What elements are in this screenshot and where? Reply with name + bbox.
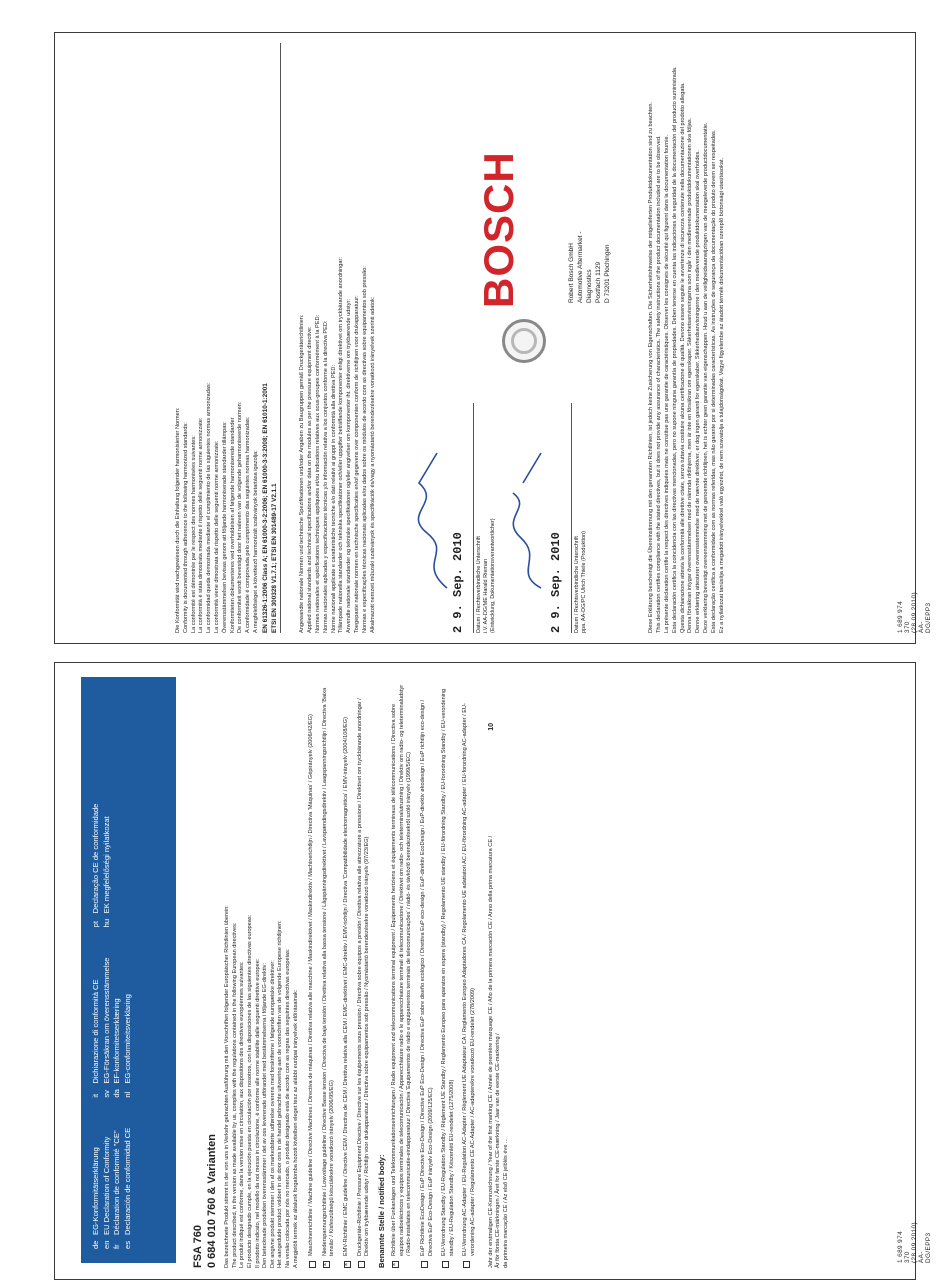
page-1-content [187, 683, 807, 1268]
title-entry [123, 957, 134, 1097]
directive-text: EMV-Richtlinie / EMC guideline / Directive CEM / Directiva de CEM / Direttiva relativa alla CEM / EMC-direktivet / EMC-direktiv / EMV-richtlijn / Directiva 'Compatibilidade electromagnética' / EMV-irányelv (2004/108/EG) [342, 717, 349, 1256]
applied-standards-line: Toegepaste nationale normen en technische specificaties en/of gegevens over componenten conform de richtlijnen voor drukapparatuur: [353, 295, 360, 633]
language-code: sv [101, 1090, 111, 1098]
empty-box-icon [442, 1261, 449, 1268]
standards-intro-line: Conformity is documented through adherence to the following harmonized standards: [182, 422, 189, 633]
title-text: EG-Försäkran om överensstämmelse [101, 957, 111, 1084]
title-text: Dichiarazione di conformità CE [91, 979, 100, 1084]
applied-standards-line: Angewandte nationale Normen und technische Spezifikationen und/oder Angaben zu Baugruppen gemäß Druckgeräterichtlinien: [299, 314, 306, 633]
language-code: de [91, 1240, 100, 1249]
applied-standards-line: Normas e especificações técnicas nacionais aplicadas e/ou dados sobre os módulos de acordo com as directivas sobre equipamentos sob pressão: [361, 266, 368, 633]
directives-intro-line: A megjelölt termék az általunk forgalomba hozott kivitelben eleget tesz az alábbi európai irányelvek előírásainak: [292, 989, 299, 1268]
disclaimer-line: Denne erklæring attesterer overensstemmelse med de nævnte direktiver, er dog ingen garanti for egenskaber. Sikkerhedsanvisningerne i den medleverede produktdokumentation skal overholdes. [695, 150, 702, 633]
title-column-2 [91, 957, 133, 1097]
title-entry [102, 957, 113, 1097]
standards-intro-line: Överensstämmelsen bevisas genom att följande harmoniserade standarder tillämpas: [221, 421, 228, 633]
disclaimer-line: Questa dichiarazione attesta la conformità alle direttive citate, senza tuttavia costituire alcuna certificazione di qualità. Devono essere seguite le avvertenze di sicurezza contenute nella documentazione del prodotto allegata. [679, 82, 686, 633]
document-code: 1 689 974 370 (28.09.2010) AA-DG/EPP3 [897, 1221, 932, 1263]
applied-standards-line: Normes nationales et spécifications techniques appliquées et/ou indications relatives aux sous-groupes conformément à la PED: [314, 314, 321, 633]
directives-intro-line: Na versão colocada por nós no mercado, o produto designado está de acordo com as regras das seguintes directivas europeias: [284, 948, 291, 1268]
standards-intro-line: La conformità viene dimostrata dal rispetto delle seguenti norme armonizzate: [213, 440, 220, 633]
empty-box-icon [463, 1261, 470, 1268]
title-text: Declaração CE de conformidade [91, 803, 100, 914]
title-entry [102, 804, 113, 928]
standards-intro-line: A conformidade é comprovada pelo cumprimento das seguintes normas harmonizadas: [245, 416, 252, 633]
directive-item [462, 683, 477, 1268]
title-entry [112, 1128, 123, 1249]
directive-text: EuP Richtlinie EcoDesign / EuP Directive Eco-Design / Directive EuP Eco-Design / Directiva EuP sobre diseño ecológico / Direttiva EuP eco-design / EuP-direktiv EcoDesign / EuP-direktiv økodesign / EuP richtlijn eco-design / Directiva EuP Eco-Design / EuP irányelv Eco-Design (2009/125/EC) [420, 699, 434, 1256]
standards-intro-line: A megfelelőséget a következő harmonizált szabványok betartása igazolja: [252, 450, 259, 633]
address-line: Robert Bosch GmbH [568, 243, 576, 303]
ce-year-line: År för första CE-märkningen / Året for første CE-mærkning / Jaar van de eerste CE-markering / [495, 1033, 502, 1268]
title-band-text [81, 677, 176, 1263]
disclaimer-line: Diese Erklärung bescheinigt die Übereinstimmung mit den genannten Richtlinien, ist jedoch keine Zusicherung von Eigenschaften. Die Sicherheitshinweise der mitgelieferten Produktdokumentation sind zu beachten. [648, 101, 655, 633]
standards-intro-line: Die Konformität wird nachgewiesen durch die Einhaltung folgender harmonisierter Normen: [175, 407, 181, 633]
ce-year-line: da primeira marcação CE / Az első CE jelölés éve ... [502, 1138, 509, 1268]
disclaimer-line: Ez a nyilatkozat tanúsítja a megadott irányelvekkel való egyezést, de nem szavatolja a tulajdonságokat. Vegye figyelembe az átadott termék dokumentációban szereplő biztonsági utasításokat. [718, 157, 725, 633]
notified-body-label: Benannte Stelle / notified body: [376, 1154, 386, 1268]
title-entry [91, 1128, 102, 1249]
signature-block [407, 43, 642, 633]
directive-item [391, 683, 414, 1268]
disclaimer-line: Esta declaración certifica la coincidencia con las directivas mencionadas, pero no supone ninguna garantía de propiedades. Deben tenerse en cuenta las indicaciones de seguridad de la documentación del producto suministrada. [671, 66, 678, 633]
directives-intro [224, 683, 300, 1268]
page-2-content [175, 43, 875, 633]
directives-intro-line: The product described, in the version as made available by us, complies with the regulations contained in the following European directives: [231, 922, 238, 1268]
applied-standards [299, 43, 377, 633]
directive-text: Druckgeräte-Richtlinie / Pressure Equipment Directive / Directive sur les équipements sous pression / Directiva sobre equipos a presión / Direttiva relativa alle attrezzature a pressione / Direktivet om tryckbärande anordningar / Direktiv om trykbærende udstyr / Richtlijn voor drukapparatuur / Directiva sobre equipamentos sob pressão / Nyomástartó berendezésekre vonatkozó irányelv (97/23/EG) [356, 698, 371, 1256]
directive-text: Richtlinie über Funkanlagen und Telekommunikationseinrichtungen / Radio equipment and telecommunications terminal equipment / Equipements hertziens et équipements terminaux de télécommunications / Directiva sobre equipos radioeléctricos y equipos terminales de telecomunicación / Apparecchiature radio e le apparecchiature terminali di telecomunicazione / Direktivet om radio- och teleterminalutrustning / Direktiv om radio- og teleterminaludstyr / Radio-installaties en telecommunicatie-eindapparatuur / Directiva 'Equipamentos de rádio e equipamentos terminais de telecomunicações' / rádió- és távközlő berendezésekről szóló irányelv (1999/5/EC) [391, 684, 413, 1256]
title-column-3 [91, 804, 112, 928]
standards-line-2: ETSI EN 300328 V1.7.1; ETSI EN 301489-17 V2.1.1 [271, 43, 282, 633]
standards-intro-line: La conformité est démontrée par le respect des normes harmonisées suivantes: [190, 435, 197, 633]
title-entry [112, 957, 123, 1097]
signature-1 [407, 443, 457, 593]
checked-box-icon: × [392, 1262, 399, 1267]
title-text: EU Declaration of Conformity [101, 1136, 111, 1235]
signature-date-2: 2 9. Sep. 2010 [549, 532, 564, 633]
bosch-armature-logo-icon [502, 319, 546, 363]
address-line: D 73201 Plochingen [604, 244, 612, 303]
title-column-1 [91, 1128, 133, 1249]
directive-text: Maschinenrichtlinie / Machine guideline / Directive Machines / Directiva de máquinas / Direttiva relativa alle macchine / Maskindirektivet / Maskindirektiv / Machinerichtlijn / Directiva 'Máquinas' / Gépirányelv (2006/42/EG) [308, 714, 315, 1256]
disclaimer-line: Denna försäkran intygar överensstämmelsen med de nämnda riktlinjerna, men är inte en försäkran om egenskaper. Säkerhetsanvisningarna som ingår i den medlevererade produktdokumentationen ska följas. [687, 117, 694, 633]
declaration-page-2 [54, 32, 932, 644]
applied-standards-line: Tillämpade nationella standarder och tekniska specifikationer och/eller uppgifter beträffande komponenter enligt direktivet om tryckbärande anordningar: [338, 257, 345, 633]
directive-list [308, 683, 372, 1268]
title-text: EG-Konformitätserklärung [91, 1147, 100, 1235]
checked-box-icon: × [322, 1262, 329, 1267]
language-code: es [122, 1240, 132, 1249]
directive-list-2 [391, 683, 477, 1268]
directives-intro-line: Das bezeichnete Produkt stimmt in der von uns in Verkehr gebrachten Ausführung mit den Vorschriften folgender Europäischer Richtlinien überein: [224, 905, 231, 1268]
title-entry [91, 804, 102, 928]
ce-year-label [488, 683, 511, 1268]
title-text: Déclaration de conformité "CE" [112, 1130, 121, 1235]
address-line: Diagnostics [586, 269, 594, 303]
directives-intro-line: Het aangeduide product voldoet in de door ons in de handel gebrachte uitvoering aan de voorschriften van de volgende Europese richtlijnen: [277, 920, 284, 1268]
disclaimer-line: This declaration certifies compliance with the stated directives, but it does not provide any assurance of characteristics. The safety instructions of the product documentation included are to be observed. [656, 135, 663, 633]
disclaimer-text [648, 43, 726, 633]
empty-box-icon [358, 1261, 365, 1268]
title-text: Declaración de conformidad CE [122, 1127, 132, 1235]
title-text: EG-conformiteitsverklaring [122, 994, 132, 1084]
title-entry [91, 957, 102, 1097]
ce-year-line: Jahr der erstmaligen CE-Kennzeichnung / Year of the first marking CE / Année de première marquage CE / Año de la primera marcación CE / Anno della prima marcatura CE / [487, 835, 494, 1268]
signature-caption-1: Datum / Rechtsverbindliche Unterschrift i.V. AA-DG/ME Harald Rieman (Entwicklung, Dokumentationsverantwortlicher) [473, 403, 497, 633]
checked-box-icon: × [343, 1262, 350, 1267]
standards-intro-line: Konformiteten dokumenteres ved overholdelsen af følgende harmoniserede standarder [229, 417, 236, 633]
title-entry [123, 1128, 134, 1249]
directives-intro-line: Det angivne produkt stemmer i den af os markedsførte udførelse overens med forskrifterne i følgende europæiske direktiver: [269, 960, 276, 1268]
signature-2 [503, 443, 553, 593]
language-code: it [91, 1093, 100, 1098]
title-text: EK megfelelőségi nyilatkozat [101, 816, 111, 914]
ce-marking-year [488, 683, 511, 1268]
directive-item [420, 683, 435, 1268]
language-code: da [112, 1089, 121, 1098]
directives-intro-line: Den betecknade produkten överensstämmer i det av oss levererade utförandet med bestämmelserna i följande EG-direktiv: [262, 962, 269, 1268]
language-code: fr [112, 1244, 121, 1249]
standards-intro-line: La conformidad queda demostrada mediante el cumplimiento de las siguientes normas armonizadas: [206, 382, 213, 633]
directives-intro-line: Il prodotto indicato, nel modello da noi messo in circolazione, è conforme alle norme stabilite dalle seguenti direttive europee: [254, 958, 261, 1268]
directive-item [343, 683, 351, 1268]
directive-text: Niederspannungsrichtlinie / Lowvoltage guideline / Directive Basse tension / Directiva de baja tensión / Direttiva relativa alla bassa tensione / Lågspänningsdirektivet / Lavspændingsdirektiv / Laagspanningsrichtlijn / Directiva 'Baixa tensão' / Kisfeszültségű készülékekre vonatkozó irányelv (2006/95/EG) [321, 687, 336, 1256]
title-text: EF-konformitetserklæring [112, 998, 121, 1084]
language-code: nl [122, 1091, 132, 1098]
ce-year-value: 10 [487, 723, 495, 731]
language-code: pt [91, 921, 100, 928]
directive-item [308, 683, 316, 1268]
empty-box-icon [421, 1261, 428, 1268]
address-line: Automotive Aftermarket - [577, 231, 585, 303]
directives-intro-line: Le produit indiqué est conforme, dans la version mise en circulation, aux dispositions des directives européennes suivantes: [239, 961, 246, 1268]
disclaimer-line: Esta declaração certifica a conformidade com as normas referidas, mas não garante por si determinadas características. As instruções de segurança da documentação do produto devem ser respeitadas. [710, 129, 717, 633]
title-band [81, 677, 176, 1263]
directive-text: EU-Verordnung Standby / EU-Regulation Standby / Règlement UE Standby / Reglamento Europeo para aparatos en espera (standby) / Regolamento UE standby / EU-förordning Standby / EU-forordning Standby / EU-verordening standby / EU-Regulation Standby / Készenléti EU-rendelet (1275/2008) [441, 688, 455, 1256]
disclaimer-line: Deze verklaring bevestigt overeenstemming met de genoemde richtlijnen, het is echter geen garantie van eigenschappen. Houd u aan de veiligheidsaanwijzingen van de meegeleverde productdocumentatie. [702, 122, 709, 633]
disclaimer-line: La présente déclaration certifie la respect des directives indiquées mais ne constitue pas une garantie de caractéristiques. Observer les consignes de sécurité qui figurent dans la documentation fournie. [663, 134, 670, 633]
applied-standards-line: Normas nacionales aplicadas y especificaciones técnicas y/o información relativa a los conjuntos conforme a la directiva PED: [322, 320, 329, 633]
company-address [567, 231, 612, 303]
directive-item [322, 683, 337, 1268]
empty-box-icon [309, 1261, 316, 1268]
product-title: FSA 760 [192, 1224, 204, 1268]
language-code: en [101, 1240, 111, 1249]
standards-line-1: EN 61326-1:2006 Class A; EN 61000-3-2:2006; EN 61000-3-3:2008; EN 61010-1:2001 [261, 383, 269, 633]
product-number: 0 684 010 760 & Varianten [205, 1134, 218, 1268]
directive-item [441, 683, 456, 1268]
signature-date-1: 2 9. Sep. 2010 [451, 532, 466, 633]
brand-wordmark: BOSCH [475, 151, 523, 308]
signature-caption-2: Datum / Rechtsverbindliche Unterschrift ppa. AA-DG/PC Ulrich Thiele (Produktion) [571, 403, 588, 633]
standards-intro-line: De conformiteit wordt bevestigd door het naleven van de volgende geharmoniseerde normen: [237, 401, 244, 633]
directives-intro-line: El producto designado cumple, en la ejecución puesta en circulación por nosotros, con las disposiciones de las siguientes directivas europeas: [246, 914, 253, 1268]
declaration-page-1 [54, 662, 932, 1280]
standards-intro [175, 43, 261, 633]
applied-standards-line: Norme nazionali applicate e caratteristiche tecniche e/o dati relativi ai gruppi in conformità alla direttiva PED: [330, 364, 337, 633]
directive-text: EU-Verordnung AC-Adapter / EU-Regulation AC-Adapter / Règlement UE Adaptateur CA / Reglamento Europeo Adaptadores CA / Regolamento UE adattatori AC / EU-förordning AC-adapter / EU-forordning AC-adapter / EU-verordening AC-adapter / Regulamento CE AC-Adapter / AC-adapterekre vonatkozó EU-rendelet (278/2009) [462, 703, 477, 1256]
language-code: hu [101, 918, 111, 928]
address-line: Postfach 1129 [595, 261, 603, 303]
title-entry [102, 1128, 113, 1249]
applied-standards-line: Anvendte nationale standarder og tekniske specifikationer og/eller angivelser om komponenter iht. direktiverne om trykbærende udstyr: [346, 299, 353, 633]
applied-standards-line: Applied national standards and technical specifications and/or data on the modules as per the pressure equipment directive: [307, 326, 314, 633]
applied-standards-line: Alkalmazott nemzeti műszaki szabványok és specifikációk és/vagy a nyomástartó berendezésekre vonatkozó irányelvek szerinti adatok: [369, 296, 376, 633]
directive-item [357, 683, 372, 1268]
standards-intro-line: La conformità è stata dimostrata mediante il rispetto delle seguenti norme armonizzate: [198, 417, 205, 633]
document-code: 1 689 974 370 (28.09.2010) AA-DG/EPP3 [897, 591, 932, 633]
